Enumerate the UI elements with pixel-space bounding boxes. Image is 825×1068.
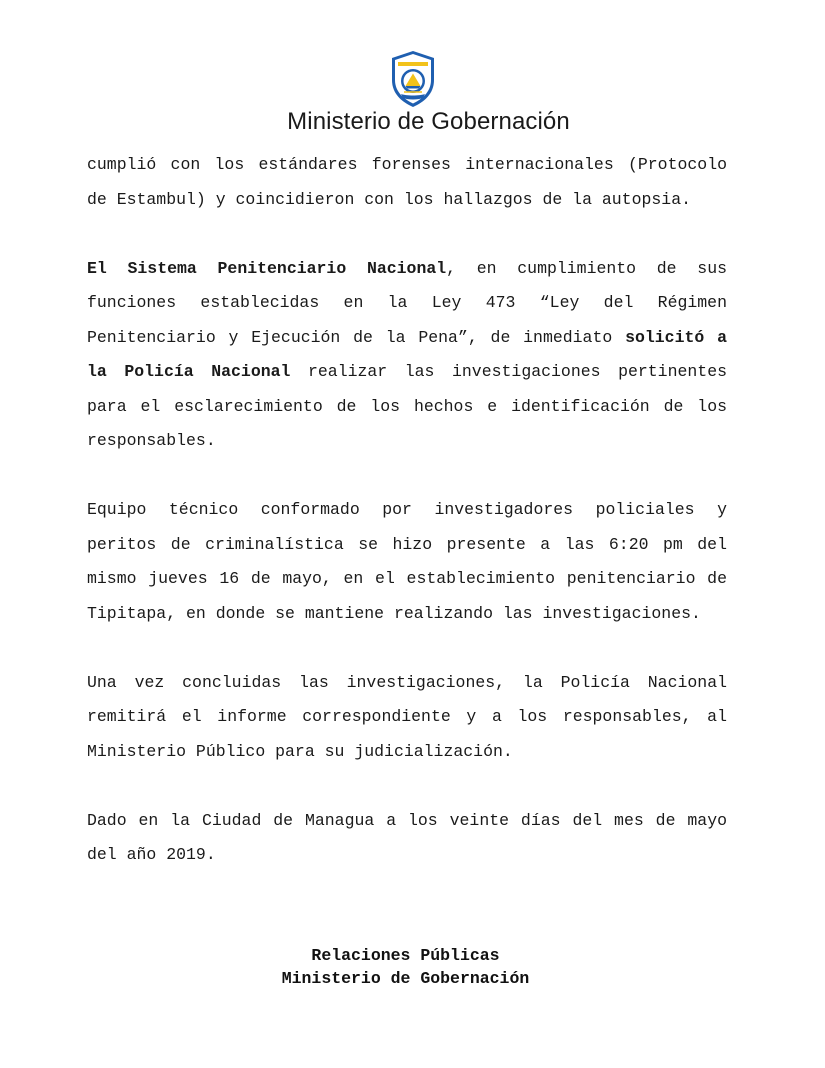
bold-policia-nacional: solicitó a la Policía Nacional [87, 327, 727, 381]
ministry-title: Ministerio de Gobernación [287, 108, 570, 135]
coat-of-arms-icon [390, 50, 436, 108]
letterhead [0, 50, 825, 136]
paragraph-date: Dado en la Ciudad de Managua a los veinte días del mes de mayo del año 2019. [87, 810, 727, 864]
signature-block [0, 944, 825, 990]
paragraph-text: , en cumplimiento de sus funciones establecidas en la Ley 473 “Ley del Régimen Penitenciario y Ejecución de la Pena”, de inmediato [87, 258, 727, 347]
signature-ministry: Ministerio de Gobernación [281, 969, 530, 988]
bold-sistema-penitenciario: El Sistema Penitenciario Nacional [87, 258, 447, 278]
paragraph-text: realizar las investigaciones pertinentes para el esclarecimiento de los hechos e identificación de los responsables. [87, 362, 727, 450]
signature-department: Relaciones Públicas [311, 946, 500, 965]
paragraph-forensic-standards: cumplió con los estándares forenses internacionales (Protocolo de Estambul) y coincidieron con los hallazgos de la autopsia. [87, 155, 727, 209]
paragraph-technical-team: Equipo técnico conformado por investigadores policiales y peritos de criminalística se hizo presente a las 6:20 pm del mismo jueves 16 de mayo, en el establecimiento penitenciario de Tipitapa, en donde se mantiene realizando las investigaciones. [87, 500, 727, 623]
paragraph-penitentiary-system [87, 252, 727, 459]
document-body [87, 148, 727, 907]
paragraph-conclusion: Una vez concluidas las investigaciones, la Policía Nacional remitirá el informe correspondiente y a los responsables, al Ministerio Público para su judicialización. [87, 672, 727, 761]
